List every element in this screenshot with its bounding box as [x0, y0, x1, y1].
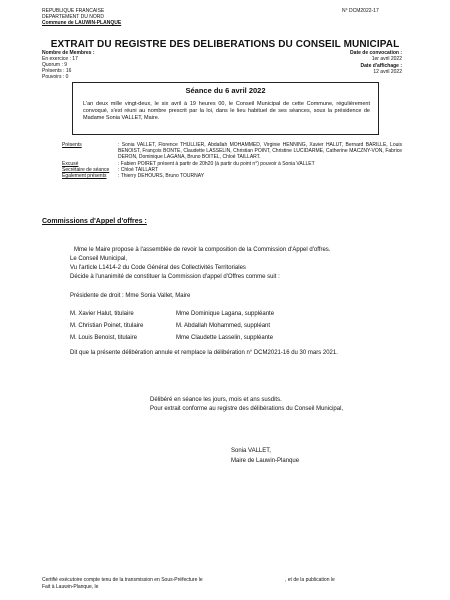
deliberation-annule: Dit que la présente délibération annule et remplace la délibération n° DCM2021-16 du 30 mars 2021. — [70, 350, 338, 356]
deliberation-vu: Vu l'article L1414-2 du Code Général des Collectivités Territoriales — [70, 265, 246, 271]
excuse-text: : Fabien POIRET présent à partir de 20h20 (à partir du point n°) pouvoir à Sonia VALLET — [118, 161, 315, 167]
attendance-block — [62, 142, 402, 179]
egalement-label: Également présents — [62, 173, 107, 179]
member-suppleant: M. Abdallah Mohammed, suppléant — [176, 323, 271, 329]
deliberation-intro: Mme le Maire propose à l'assemblée de revoir la composition de la Commission d'Appel d'offres. — [74, 247, 331, 253]
convocation-date: 1er avril 2022 — [371, 56, 402, 62]
presents-row — [62, 142, 402, 160]
commune-label: Commune de LAUWIN-PLANQUE — [42, 20, 122, 26]
closing-line1: Délibéré en séance les jours, mois et ans susdits. — [150, 397, 282, 403]
members-presents: Présents : 16 — [42, 68, 72, 74]
deliberation-decide: Décide à l'unanimité de constituer la Commission d'appel d'Offres comme suit : — [70, 274, 280, 280]
egalement-row — [62, 173, 402, 179]
member-titulaire: M. Xavier Halut, titulaire — [70, 311, 134, 317]
members-label: Nombre de Membres : — [42, 50, 95, 56]
egalement-text: : Thierry DEHOURS, Bruno TOURNAY — [118, 173, 205, 179]
secretaire-label: Secrétaire de séance — [62, 167, 110, 173]
section-title: Commissions d'Appel d'offres : — [42, 218, 147, 225]
member-titulaire: M. Louis Benoist, titulaire — [70, 335, 138, 341]
member-suppleant: Mme Claudette Lasselin, suppléante — [176, 335, 274, 341]
signature-role: Maire de Lauwin-Planque — [231, 458, 300, 464]
seance-box — [72, 82, 379, 135]
member-suppleant: Mme Dominique Lagana, suppléante — [176, 311, 275, 317]
republic-label: REPUBLIQUE FRANCAISE — [42, 8, 105, 14]
deliberation-le-conseil: Le Conseil Municipal, — [70, 256, 128, 262]
secretaire-text: : Chloé TAILLART — [118, 167, 159, 173]
seance-text: L'an deux mille vingt-deux, le six avril à 19 heures 00, le Conseil Municipal de cette Commune, régulièrement convoqué, s'est réuni au nombre prescrit par la loi, dans le lieu habituel de ses séances, sous la présidence de Madame Sonia VALLET, Maire. — [83, 101, 370, 121]
affichage-date: 12 avril 2022 — [373, 69, 402, 75]
signature-name: Sonia VALLET, — [231, 448, 271, 454]
member-titulaire: M. Christian Poinet, titulaire — [70, 323, 144, 329]
presents-text: : Sonia VALLET, Florence THULLIER, Abdallah MOHAMMED, Virginie HENNING, Xavier HALUT, Bernard BARILLE, Louis BENOIST, François BONTE, Claudette LASSELIN, Christian POINT, Christine LUCIDARME, Catherine MACZNY-VON, Fabrice DERON, Dominique LAGANA, Bruno BOITEL, Chloé TAILLART. — [118, 142, 402, 160]
footer-certifie: Certifié exécutoire compte tenu de la transmission en Sous-Préfecture le — [42, 577, 203, 583]
footer-publication: , et de la publication le — [285, 577, 335, 583]
deliberation-president: Présidente de droit : Mme Sonia Vallet, Maire — [70, 293, 191, 299]
affichage-label: Date d'affichage : — [360, 63, 402, 69]
seance-title: Séance du 6 avril 2022 — [185, 86, 266, 95]
members-pouvoirs: Pouvoirs : 0 — [42, 74, 69, 80]
excuse-label: Excusé — [62, 161, 79, 167]
convocation-label: Date de convocation : — [350, 50, 402, 56]
department-label: DEPARTEMENT DU NORD — [42, 14, 104, 20]
footer-fait-a: Fait à Lauwin-Planque, le — [42, 584, 99, 590]
closing-line2: Pour extrait conforme au registre des délibérations du Conseil Municipal, — [150, 406, 344, 412]
presents-label: Présents — [62, 142, 82, 148]
members-quorum: Quorum : 9 — [42, 62, 68, 68]
page-title: EXTRAIT DU REGISTRE DES DELIBERATIONS DU CONSEIL MUNICIPAL — [50, 39, 400, 50]
doc-number: N° DCM2022-17 — [342, 8, 379, 14]
members-en-exercice: En exercice : 17 — [42, 56, 78, 62]
